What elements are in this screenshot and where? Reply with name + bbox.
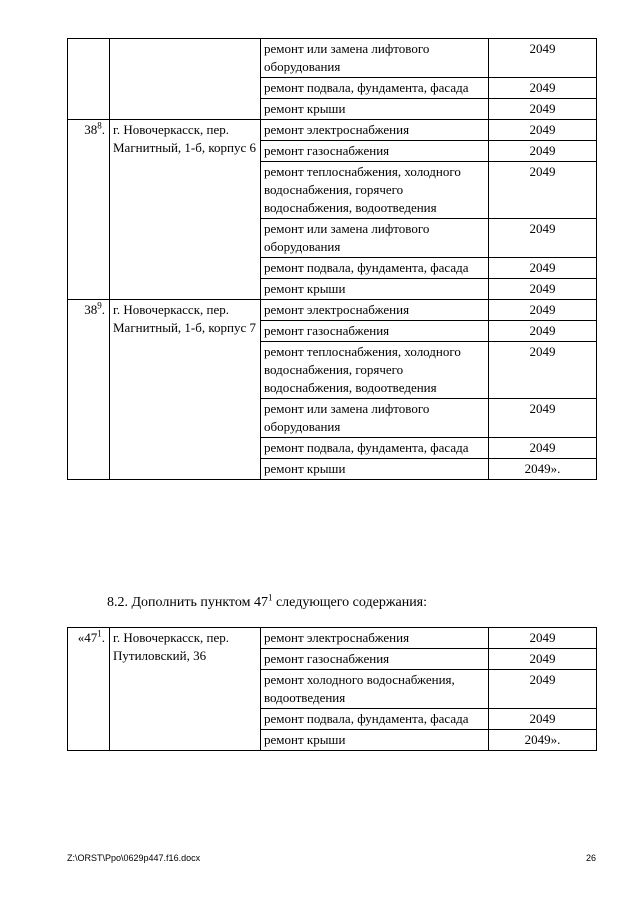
year-cell: 2049». — [489, 730, 597, 751]
work-type-cell: ремонт электроснабжения — [261, 628, 489, 649]
work-type-cell: ремонт подвала, фундамента, фасада — [261, 709, 489, 730]
address-cell: г. Новочеркасск, пер. Магнитный, 1-б, корпус 7 — [110, 300, 261, 480]
work-type-cell: ремонт или замена лифтового оборудования — [261, 219, 489, 258]
work-type-cell: ремонт подвала, фундамента, фасада — [261, 258, 489, 279]
year-cell: 2049 — [489, 258, 597, 279]
paragraph-prefix: 8.2. Дополнить пунктом 47 — [107, 595, 268, 610]
year-cell: 2049 — [489, 99, 597, 120]
paragraph-sup: 1 — [267, 592, 273, 603]
footer-file-path: Z:\ORST\Ppo\0629p447.f16.docx — [67, 853, 201, 863]
repair-schedule-table — [67, 38, 597, 480]
year-cell: 2049 — [489, 628, 597, 649]
work-type-cell: ремонт или замена лифтового оборудования — [261, 399, 489, 438]
work-type-cell: ремонт подвала, фундамента, фасада — [261, 438, 489, 459]
table-row — [68, 120, 597, 141]
year-cell: 2049 — [489, 78, 597, 99]
item-number-suffix: . — [101, 122, 105, 137]
work-type-cell: ремонт газоснабжения — [261, 321, 489, 342]
work-type-cell: ремонт крыши — [261, 730, 489, 751]
work-type-cell: ремонт или замена лифтового оборудования — [261, 39, 489, 78]
work-type-cell: ремонт крыши — [261, 279, 489, 300]
year-cell: 2049 — [489, 141, 597, 162]
table-row — [68, 39, 597, 78]
year-cell: 2049 — [489, 670, 597, 709]
amendment-paragraph — [107, 592, 428, 611]
item-number: 38 — [84, 122, 98, 137]
item-number-cell — [68, 300, 110, 480]
year-cell: 2049 — [489, 39, 597, 78]
item-number: «47 — [77, 630, 98, 645]
year-cell: 2049 — [489, 438, 597, 459]
year-cell: 2049». — [489, 459, 597, 480]
item-number: 38 — [84, 302, 98, 317]
address-cell — [110, 39, 261, 120]
item-number-suffix: . — [101, 630, 105, 645]
item-number-sup: 9 — [97, 300, 102, 311]
item-number-sup: 1 — [97, 628, 102, 639]
work-type-cell: ремонт газоснабжения — [261, 649, 489, 670]
year-cell: 2049 — [489, 120, 597, 141]
year-cell: 2049 — [489, 709, 597, 730]
year-cell: 2049 — [489, 649, 597, 670]
table-row — [68, 628, 597, 649]
year-cell: 2049 — [489, 279, 597, 300]
item-number-suffix: . — [101, 302, 105, 317]
year-cell: 2049 — [489, 342, 597, 399]
work-type-cell: ремонт электроснабжения — [261, 120, 489, 141]
work-type-cell: ремонт теплоснабжения, холодного водоснабжения, горячего водоснабжения, водоотведения — [261, 342, 489, 399]
work-type-cell: ремонт холодного водоснабжения, водоотведения — [261, 670, 489, 709]
item-number-cell — [68, 120, 110, 300]
work-type-cell: ремонт газоснабжения — [261, 141, 489, 162]
work-type-cell: ремонт электроснабжения — [261, 300, 489, 321]
year-cell: 2049 — [489, 321, 597, 342]
year-cell: 2049 — [489, 162, 597, 219]
item-number-cell — [68, 628, 110, 751]
address-cell: г. Новочеркасск, пер. Путиловский, 36 — [110, 628, 261, 751]
work-type-cell: ремонт крыши — [261, 99, 489, 120]
year-cell: 2049 — [489, 399, 597, 438]
added-item-table — [67, 627, 597, 751]
paragraph-suffix: следующего содержания: — [272, 595, 428, 610]
item-number-cell — [68, 39, 110, 120]
item-number-sup: 8 — [97, 120, 102, 131]
work-type-cell: ремонт теплоснабжения, холодного водоснабжения, горячего водоснабжения, водоотведения — [261, 162, 489, 219]
address-cell: г. Новочеркасск, пер. Магнитный, 1-б, корпус 6 — [110, 120, 261, 300]
footer-page-number: 26 — [585, 853, 596, 863]
work-type-cell: ремонт крыши — [261, 459, 489, 480]
table-row — [68, 300, 597, 321]
year-cell: 2049 — [489, 300, 597, 321]
year-cell: 2049 — [489, 219, 597, 258]
work-type-cell: ремонт подвала, фундамента, фасада — [261, 78, 489, 99]
